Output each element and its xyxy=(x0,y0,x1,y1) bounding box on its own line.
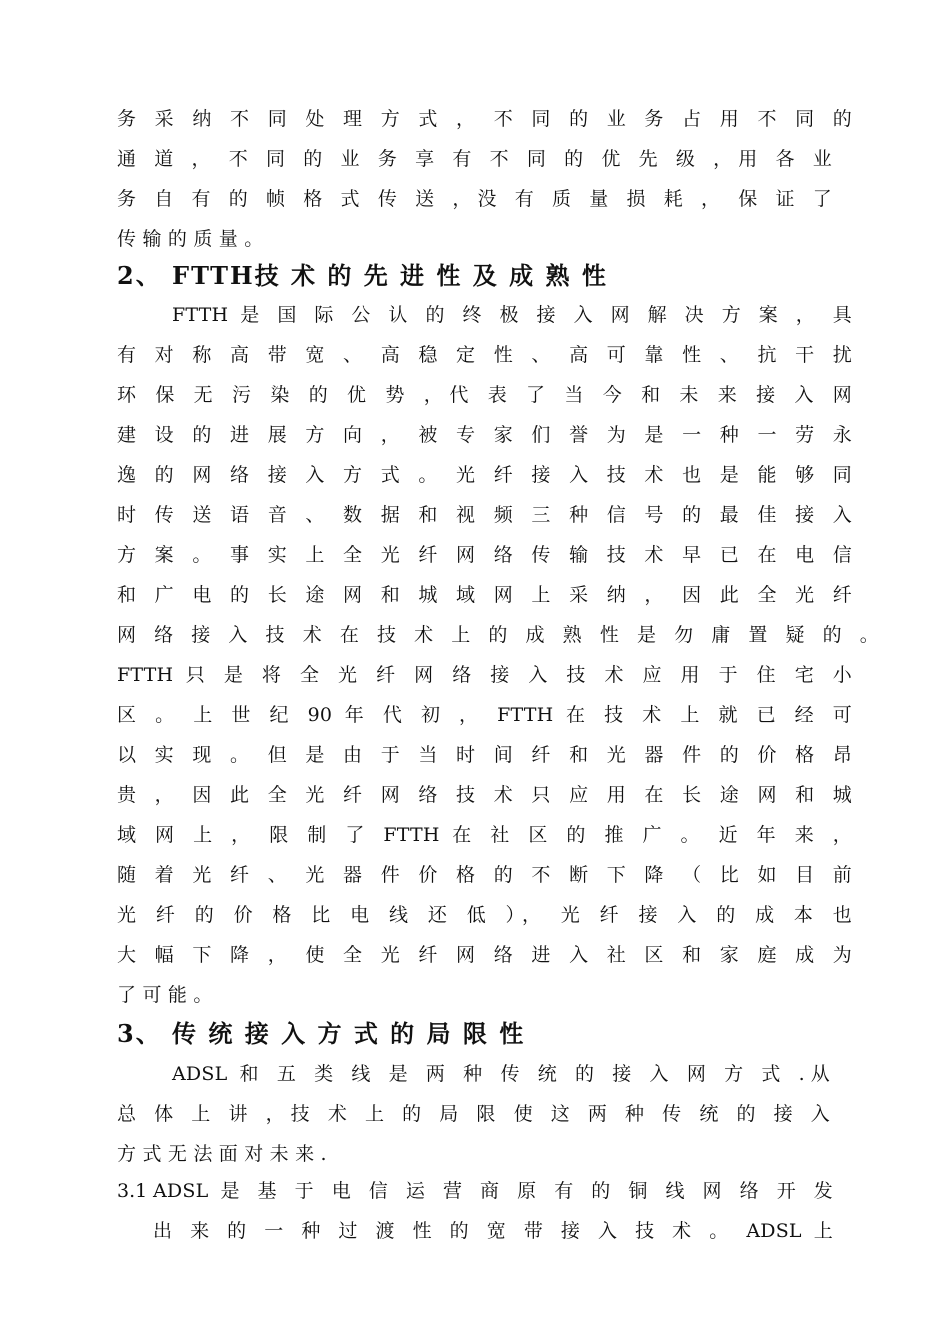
section-heading: 2、 FTTH技 术 的 先 进 性 及 成 熟 性 xyxy=(117,261,608,290)
body-text-line: FTTH 是 国 际 公 认 的 终 极 接 入 网 解 决 方 案 ， 具 xyxy=(172,304,852,326)
body-text-line: 区 。 上 世 纪 90 年 代 初 ， FTTH 在 技 术 上 就 已 经 可 xyxy=(117,704,852,726)
body-text-line: 了 可 能 。 xyxy=(117,984,213,1006)
body-text-line: 出 来 的 一 种 过 渡 性 的 宽 带 接 入 技 术 。 ADSL 上 xyxy=(153,1220,833,1242)
body-text-line: 总 体 上 讲 ，技 术 上 的 局 限 使 这 两 种 传 统 的 接 入 xyxy=(117,1103,830,1125)
body-text-line: 有 对 称 高 带 宽 、 高 稳 定 性 、 高 可 靠 性 、 抗 干 扰 xyxy=(117,344,852,366)
body-text-line: 域 网 上 ， 限 制 了 FTTH 在 社 区 的 推 广 。 近 年 来 ， xyxy=(117,824,852,846)
body-text-line: 方 案 。 事 实 上 全 光 纤 网 络 传 输 技 术 早 已 在 电 信 xyxy=(117,544,852,566)
body-text-line: 方 式 无 法 面 对 未 来 . xyxy=(117,1143,327,1165)
section-heading: 3、 传 统 接 入 方 式 的 局 限 性 xyxy=(117,1019,526,1048)
body-text-line: 传 输 的 质 量 。 xyxy=(117,228,264,250)
body-text-line: 逸 的 网 络 接 入 方 式 。 光 纤 接 入 技 术 也 是 能 够 同 xyxy=(117,464,852,486)
body-text-line: 光 纤 的 价 格 比 电 线 还 低 ）， 光 纤 接 入 的 成 本 也 xyxy=(117,904,852,926)
body-text-line: 务 自 有 的 帧 格 式 传 送 ，没 有 质 量 损 耗 ， 保 证 了 xyxy=(117,188,832,210)
body-text-line: 以 实 现 。 但 是 由 于 当 时 间 纤 和 光 器 件 的 价 格 昂 xyxy=(117,744,852,766)
body-text-line: 时 传 送 语 音 、 数 据 和 视 频 三 种 信 号 的 最 佳 接 入 xyxy=(117,504,852,526)
body-text-line: 和 广 电 的 长 途 网 和 城 域 网 上 采 纳 ， 因 此 全 光 纤 xyxy=(117,584,852,606)
body-text-line: 建 设 的 进 展 方 向 ， 被 专 家 们 誉 为 是 一 种 一 劳 永 xyxy=(117,424,852,446)
body-text-line: 网 络 接 入 技 术 在 技 术 上 的 成 熟 性 是 勿 庸 置 疑 的 。 xyxy=(117,624,879,646)
subsection-number: 3.1 xyxy=(117,1180,148,1202)
body-text-line: 务 采 纳 不 同 处 理 方 式 ， 不 同 的 业 务 占 用 不 同 的 xyxy=(117,108,852,130)
body-text-line: FTTH 只 是 将 全 光 纤 网 络 接 入 技 术 应 用 于 住 宅 小 xyxy=(117,664,852,686)
body-text-line: 随 着 光 纤 、 光 器 件 价 格 的 不 断 下 降 （ 比 如 目 前 xyxy=(117,864,852,886)
body-text-line: 环 保 无 污 染 的 优 势 ，代 表 了 当 今 和 未 来 接 入 网 xyxy=(117,384,852,406)
body-text-line: 贵 ， 因 此 全 光 纤 网 络 技 术 只 应 用 在 长 途 网 和 城 xyxy=(117,784,852,806)
body-text-line: 通 道 ， 不 同 的 业 务 享 有 不 同 的 优 先 级 ，用 各 业 xyxy=(117,148,832,170)
body-text-line: ADSL 是 基 于 电 信 运 营 商 原 有 的 铜 线 网 络 开 发 xyxy=(153,1180,833,1202)
body-text-line: 大 幅 下 降 ， 使 全 光 纤 网 络 进 入 社 区 和 家 庭 成 为 xyxy=(117,944,852,966)
body-text-line: ADSL 和 五 类 线 是 两 种 传 统 的 接 入 网 方 式 .从 xyxy=(172,1063,830,1085)
